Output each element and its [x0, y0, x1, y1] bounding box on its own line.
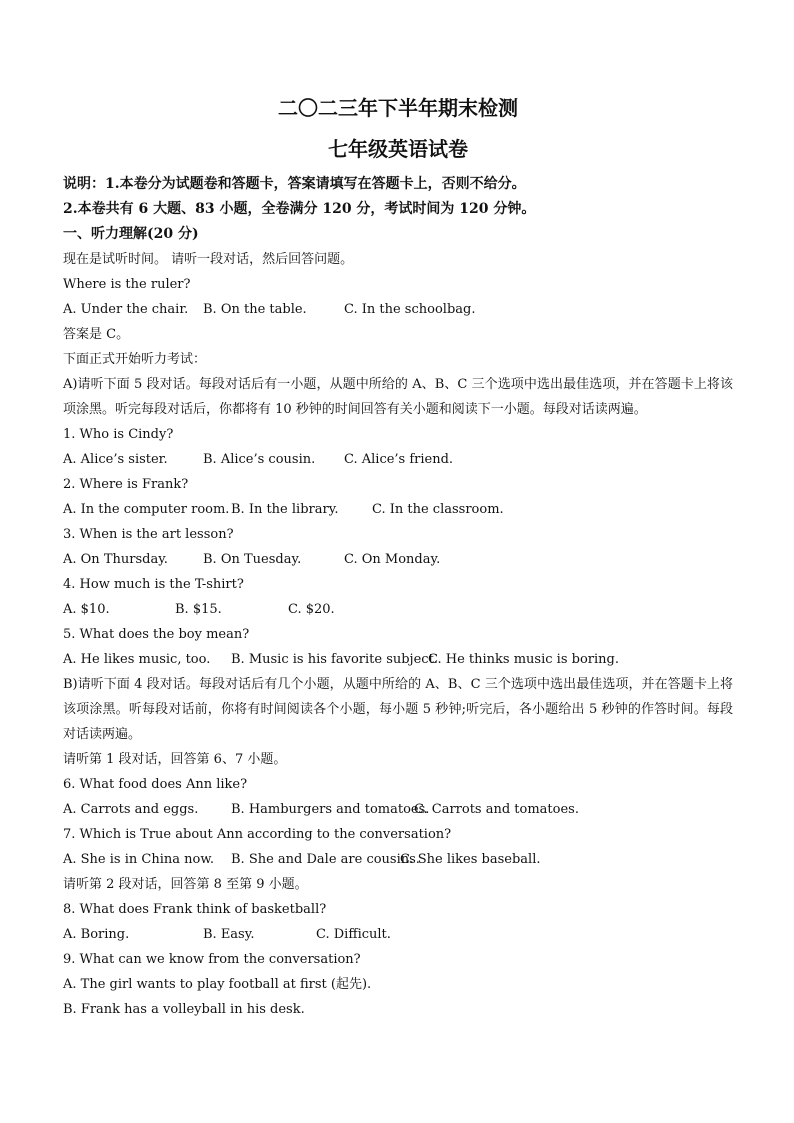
option-c: C. Alice’s friend. [344, 452, 454, 467]
trial-options [63, 297, 733, 322]
option-b: B. She and Dale are cousins. [231, 852, 420, 867]
option-a: A. Under the chair. [63, 302, 189, 317]
question-3-options [63, 547, 733, 572]
option-c: C. Carrots and tomatoes. [414, 802, 579, 817]
option-a: A. On Thursday. [63, 552, 168, 567]
option-a: A. $10. [63, 602, 110, 617]
dialogue-2-note: 请听第 2 段对话，回答第 8 至第 9 小题。 [63, 877, 308, 892]
option-a: A. He likes music, too. [63, 652, 211, 667]
exam-page [63, 96, 733, 1022]
question-8: 8. What does Frank think of basketball? [63, 902, 327, 917]
question-5: 5. What does the boy mean? [63, 627, 250, 642]
trial-answer: 答案是 C。 [63, 327, 130, 342]
option-b: B. $15. [175, 602, 222, 617]
option-c: C. In the schoolbag. [344, 302, 476, 317]
option-b: B. Alice’s cousin. [203, 452, 316, 467]
option-b: B. On Tuesday. [203, 552, 302, 567]
instruction-line-2: 2.本卷共有 6 大题、83 小题，全卷满分 120 分，考试时间为 120 分钟。 [63, 201, 536, 217]
question-6: 6. What food does Ann like? [63, 777, 248, 792]
dialogue-1-note: 请听第 1 段对话，回答第 6、7 小题。 [63, 752, 287, 767]
question-7-options [63, 847, 733, 872]
question-6-options [63, 797, 733, 822]
question-9: 9. What can we know from the conversation? [63, 952, 361, 967]
option-b: B. Music is his favorite subject. [231, 652, 438, 667]
option-a: A. Boring. [63, 927, 130, 942]
start-note: 下面正式开始听力考试： [63, 352, 207, 367]
option-c: C. $20. [288, 602, 335, 617]
question-7: 7. Which is True about Ann according to the conversation? [63, 827, 452, 842]
exam-subtitle: 七年级英语试卷 [328, 137, 468, 161]
option-c: C. In the classroom. [372, 502, 504, 517]
question-4: 4. How much is the T-shirt? [63, 577, 244, 592]
trial-intro: 现在是试听时间。 请听一段对话，然后回答问题。 [63, 252, 354, 267]
part-a-instructions: A)请听下面 5 段对话。每段对话后有一小题，从题中所给的 A、B、C 三个选项中选出最佳选项，并在答题卡上将该项涂黑。听完每段对话后，你都将有 10 秒钟的时间回答有关小题和阅读下一小题。每段对话读两遍。 [63, 377, 733, 417]
question-9-option-a: A. The girl wants to play football at first (起先). [63, 977, 372, 992]
question-9-option-b: B. Frank has a volleyball in his desk. [63, 1002, 305, 1017]
question-4-options [63, 597, 733, 622]
question-3: 3. When is the art lesson? [63, 527, 234, 542]
option-b: B. Hamburgers and tomatoes. [231, 802, 430, 817]
option-b: B. Easy. [203, 927, 255, 942]
part-b-instructions: B)请听下面 4 段对话。每段对话后有几个小题，从题中所给的 A、B、C 三个选项中选出最佳选项，并在答题卡上将该项涂黑。听每段对话前，你将有时间阅读各个小题，每小题 5 秒钟;听完后，各小题给出 5 秒钟的作答时间。每段对话读两遍。 [63, 677, 733, 742]
option-c: C. On Monday. [344, 552, 441, 567]
question-8-options [63, 922, 733, 947]
option-a: A. She is in China now. [63, 852, 215, 867]
section-heading: 一、听力理解(20 分) [63, 226, 199, 242]
question-5-options [63, 647, 733, 672]
option-a: A. Alice’s sister. [63, 452, 168, 467]
option-a: A. In the computer room. [63, 502, 230, 517]
exam-title: 二〇二三年下半年期末检测 [278, 96, 518, 120]
instruction-line-1: 说明：1.本卷分为试题卷和答题卡，答案请填写在答题卡上，否则不给分。 [63, 176, 526, 192]
option-c: C. She likes baseball. [400, 852, 541, 867]
question-2-options [63, 497, 733, 522]
option-b: B. On the table. [203, 302, 307, 317]
option-b: B. In the library. [231, 502, 339, 517]
question-1: 1. Who is Cindy? [63, 427, 174, 442]
question-2: 2. Where is Frank? [63, 477, 189, 492]
option-c: C. He thinks music is boring. [428, 652, 619, 667]
option-a: A. Carrots and eggs. [63, 802, 199, 817]
trial-question: Where is the ruler? [63, 277, 191, 292]
option-c: C. Difficult. [316, 927, 391, 942]
question-1-options [63, 447, 733, 472]
